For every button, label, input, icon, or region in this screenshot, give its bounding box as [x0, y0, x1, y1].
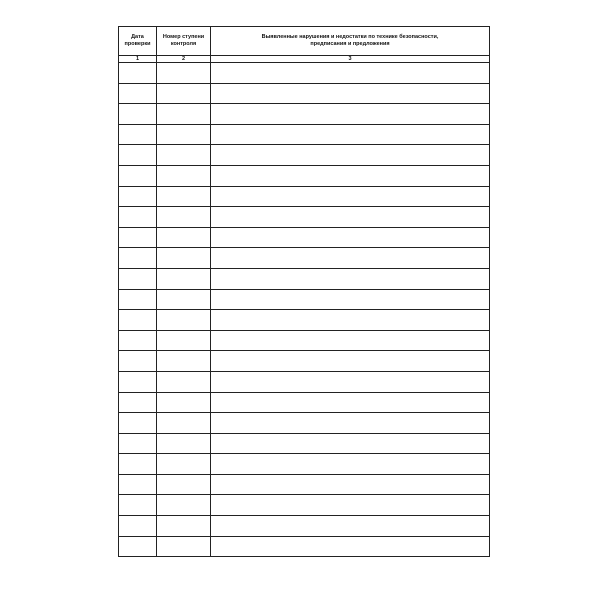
table-row	[119, 248, 490, 269]
cell-control-stage	[157, 124, 211, 145]
cell-violations	[211, 371, 490, 392]
header-control-stage	[157, 27, 211, 56]
cell-control-stage	[157, 330, 211, 351]
cell-control-stage	[157, 536, 211, 557]
cell-date	[119, 268, 157, 289]
cell-control-stage	[157, 268, 211, 289]
header-date	[119, 27, 157, 56]
cell-control-stage	[157, 289, 211, 310]
cell-control-stage	[157, 474, 211, 495]
cell-control-stage	[157, 516, 211, 537]
cell-date	[119, 516, 157, 537]
cell-violations	[211, 124, 490, 145]
cell-violations	[211, 495, 490, 516]
table-row	[119, 165, 490, 186]
cell-date	[119, 454, 157, 475]
cell-violations	[211, 392, 490, 413]
column-number-1: 1	[119, 56, 157, 63]
cell-control-stage	[157, 413, 211, 434]
cell-violations	[211, 145, 490, 166]
table-row	[119, 83, 490, 104]
table-row	[119, 310, 490, 331]
cell-violations	[211, 351, 490, 372]
cell-violations	[211, 63, 490, 84]
cell-date	[119, 248, 157, 269]
header-control-stage-line1: Номер ступени	[162, 34, 205, 40]
cell-violations	[211, 207, 490, 228]
cell-violations	[211, 227, 490, 248]
table-body	[119, 63, 490, 557]
cell-date	[119, 392, 157, 413]
table-row	[119, 392, 490, 413]
cell-control-stage	[157, 145, 211, 166]
cell-control-stage	[157, 165, 211, 186]
table-row	[119, 207, 490, 228]
table-row	[119, 433, 490, 454]
cell-violations	[211, 454, 490, 475]
cell-violations	[211, 104, 490, 125]
cell-control-stage	[157, 310, 211, 331]
cell-control-stage	[157, 454, 211, 475]
cell-date	[119, 330, 157, 351]
cell-date	[119, 227, 157, 248]
cell-date	[119, 145, 157, 166]
cell-violations	[211, 83, 490, 104]
table-row	[119, 186, 490, 207]
cell-control-stage	[157, 83, 211, 104]
table-row	[119, 495, 490, 516]
cell-violations	[211, 248, 490, 269]
table-row	[119, 371, 490, 392]
cell-date	[119, 83, 157, 104]
cell-date	[119, 413, 157, 434]
cell-violations	[211, 474, 490, 495]
table-row	[119, 454, 490, 475]
cell-control-stage	[157, 104, 211, 125]
cell-date	[119, 536, 157, 557]
cell-date	[119, 371, 157, 392]
cell-violations	[211, 516, 490, 537]
table-row	[119, 413, 490, 434]
cell-date	[119, 310, 157, 331]
cell-control-stage	[157, 392, 211, 413]
cell-violations	[211, 289, 490, 310]
cell-violations	[211, 413, 490, 434]
cell-date	[119, 165, 157, 186]
cell-violations	[211, 310, 490, 331]
cell-violations	[211, 268, 490, 289]
cell-date	[119, 474, 157, 495]
column-number-2: 2	[157, 56, 211, 63]
cell-date	[119, 289, 157, 310]
inspection-log-table	[118, 26, 490, 557]
cell-date	[119, 186, 157, 207]
header-row	[119, 27, 490, 56]
cell-control-stage	[157, 227, 211, 248]
cell-date	[119, 207, 157, 228]
header-violations	[211, 27, 490, 56]
cell-control-stage	[157, 207, 211, 228]
table-row	[119, 536, 490, 557]
header-date-line2: проверки	[124, 41, 151, 47]
cell-control-stage	[157, 351, 211, 372]
table-row	[119, 330, 490, 351]
cell-control-stage	[157, 63, 211, 84]
cell-date	[119, 495, 157, 516]
cell-control-stage	[157, 433, 211, 454]
column-number-row	[119, 56, 490, 63]
cell-violations	[211, 165, 490, 186]
table-row	[119, 63, 490, 84]
header-violations-line2: предписания и предложения	[310, 41, 390, 47]
table-row	[119, 227, 490, 248]
table-row	[119, 104, 490, 125]
cell-date	[119, 351, 157, 372]
column-number-3: 3	[211, 56, 490, 63]
cell-date	[119, 433, 157, 454]
cell-date	[119, 63, 157, 84]
cell-violations	[211, 536, 490, 557]
table-row	[119, 289, 490, 310]
cell-date	[119, 104, 157, 125]
header-date-line1: Дата	[131, 34, 144, 40]
cell-violations	[211, 186, 490, 207]
table-row	[119, 474, 490, 495]
cell-control-stage	[157, 186, 211, 207]
cell-date	[119, 124, 157, 145]
cell-control-stage	[157, 371, 211, 392]
table-row	[119, 145, 490, 166]
table-row	[119, 124, 490, 145]
cell-control-stage	[157, 495, 211, 516]
header-violations-line1: Выявленные нарушения и недостатки по технике безопасности,	[261, 34, 439, 40]
header-control-stage-line2: контроля	[170, 41, 197, 47]
cell-violations	[211, 330, 490, 351]
cell-violations	[211, 433, 490, 454]
table-row	[119, 268, 490, 289]
cell-control-stage	[157, 248, 211, 269]
table-row	[119, 516, 490, 537]
table-row	[119, 351, 490, 372]
